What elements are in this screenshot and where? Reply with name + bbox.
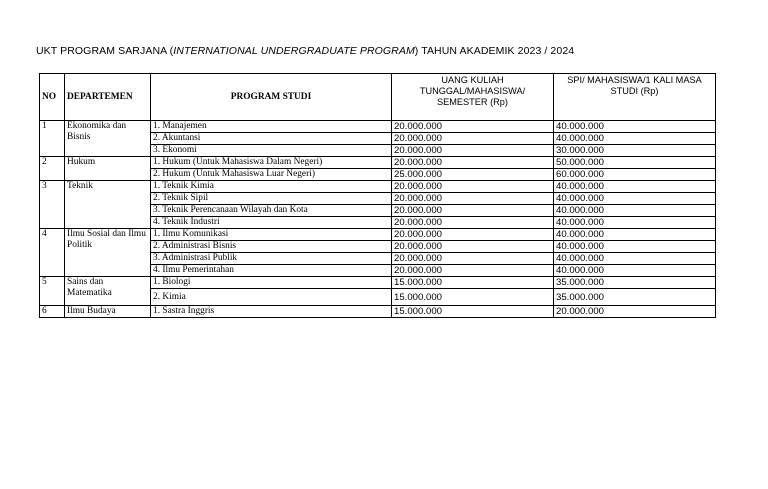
cell-ukt: 20.000.000 — [392, 217, 554, 229]
cell-spi: 20.000.000 — [554, 306, 716, 318]
cell-program-studi: 3. Ekonomi — [151, 145, 392, 157]
cell-program-studi: 2. Teknik Sipil — [151, 193, 392, 205]
cell-departemen: Ilmu Budaya — [65, 306, 151, 318]
header-row — [40, 74, 716, 121]
cell-no: 2 — [40, 157, 65, 181]
title-suffix: ) TAHUN AKADEMIK 2023 / 2024 — [414, 45, 575, 57]
cell-no: 6 — [40, 306, 65, 318]
cell-no: 1 — [40, 121, 65, 157]
cell-spi: 40.000.000 — [554, 241, 716, 253]
cell-program-studi: 1. Sastra Inggris — [151, 306, 392, 318]
title-italic: INTERNATIONAL UNDERGRADUATE PROGRAM — [173, 45, 415, 57]
cell-ukt: 20.000.000 — [392, 181, 554, 193]
cell-ukt: 20.000.000 — [392, 193, 554, 205]
cell-program-studi: 3. Administrasi Publik — [151, 253, 392, 265]
cell-no: 3 — [40, 181, 65, 229]
table-row — [40, 121, 716, 133]
header-ukt: UANG KULIAH TUNGGAL/MAHASISWA/ SEMESTER (Rp) — [392, 74, 554, 121]
cell-program-studi: 1. Biologi — [151, 277, 392, 289]
cell-spi: 40.000.000 — [554, 265, 716, 277]
cell-ukt: 15.000.000 — [392, 289, 554, 306]
cell-spi: 40.000.000 — [554, 133, 716, 145]
cell-program-studi: 1. Hukum (Untuk Mahasiswa Dalam Negeri) — [151, 157, 392, 169]
cell-spi: 40.000.000 — [554, 121, 716, 133]
cell-ukt: 20.000.000 — [392, 241, 554, 253]
cell-spi: 40.000.000 — [554, 193, 716, 205]
cell-spi: 60.000.000 — [554, 169, 716, 181]
cell-program-studi: 2. Administrasi Bisnis — [151, 241, 392, 253]
cell-ukt: 20.000.000 — [392, 229, 554, 241]
table-row — [40, 181, 716, 193]
cell-program-studi: 2. Hukum (Untuk Mahasiswa Luar Negeri) — [151, 169, 392, 181]
header-spi: SPI/ MAHASISWA/1 KALI MASA STUDI (Rp) — [554, 74, 716, 121]
table-row — [40, 229, 716, 241]
title-prefix: UKT PROGRAM SARJANA ( — [36, 45, 174, 57]
cell-ukt: 20.000.000 — [392, 133, 554, 145]
cell-spi: 50.000.000 — [554, 157, 716, 169]
cell-program-studi: 2. Kimia — [151, 289, 392, 306]
cell-program-studi: 3. Teknik Perencanaan Wilayah dan Kota — [151, 205, 392, 217]
document-title — [36, 45, 574, 57]
table-body — [40, 121, 716, 318]
header-program-studi: PROGRAM STUDI — [151, 74, 392, 121]
cell-program-studi: 4. Ilmu Pemerintahan — [151, 265, 392, 277]
cell-program-studi: 2. Akuntansi — [151, 133, 392, 145]
table-row — [40, 306, 716, 318]
cell-departemen: Teknik — [65, 181, 151, 229]
table-row — [40, 277, 716, 289]
cell-spi: 40.000.000 — [554, 253, 716, 265]
cell-ukt: 15.000.000 — [392, 306, 554, 318]
cell-program-studi: 1. Ilmu Komunikasi — [151, 229, 392, 241]
cell-spi: 40.000.000 — [554, 217, 716, 229]
table-row — [40, 157, 716, 169]
header-no: NO — [40, 74, 65, 121]
cell-no: 4 — [40, 229, 65, 277]
cell-spi: 40.000.000 — [554, 181, 716, 193]
cell-spi: 40.000.000 — [554, 205, 716, 217]
cell-departemen: Ilmu Sosial dan Ilmu Politik — [65, 229, 151, 277]
cell-departemen: Ekonomika dan Bisnis — [65, 121, 151, 157]
cell-program-studi: 1. Manajemen — [151, 121, 392, 133]
cell-ukt: 20.000.000 — [392, 121, 554, 133]
cell-spi: 35.000.000 — [554, 289, 716, 306]
fee-table — [39, 73, 716, 318]
cell-program-studi: 4. Teknik Industri — [151, 217, 392, 229]
cell-spi: 30.000.000 — [554, 145, 716, 157]
cell-departemen: Hukum — [65, 157, 151, 181]
cell-ukt: 20.000.000 — [392, 253, 554, 265]
cell-departemen: Sains dan Matematika — [65, 277, 151, 306]
cell-ukt: 20.000.000 — [392, 145, 554, 157]
cell-spi: 40.000.000 — [554, 229, 716, 241]
cell-ukt: 20.000.000 — [392, 205, 554, 217]
cell-spi: 35.000.000 — [554, 277, 716, 289]
cell-ukt: 20.000.000 — [392, 265, 554, 277]
cell-program-studi: 1. Teknik Kimia — [151, 181, 392, 193]
cell-ukt: 15.000.000 — [392, 277, 554, 289]
cell-no: 5 — [40, 277, 65, 306]
cell-ukt: 25.000.000 — [392, 169, 554, 181]
cell-ukt: 20.000.000 — [392, 157, 554, 169]
header-departemen: DEPARTEMEN — [65, 74, 151, 121]
